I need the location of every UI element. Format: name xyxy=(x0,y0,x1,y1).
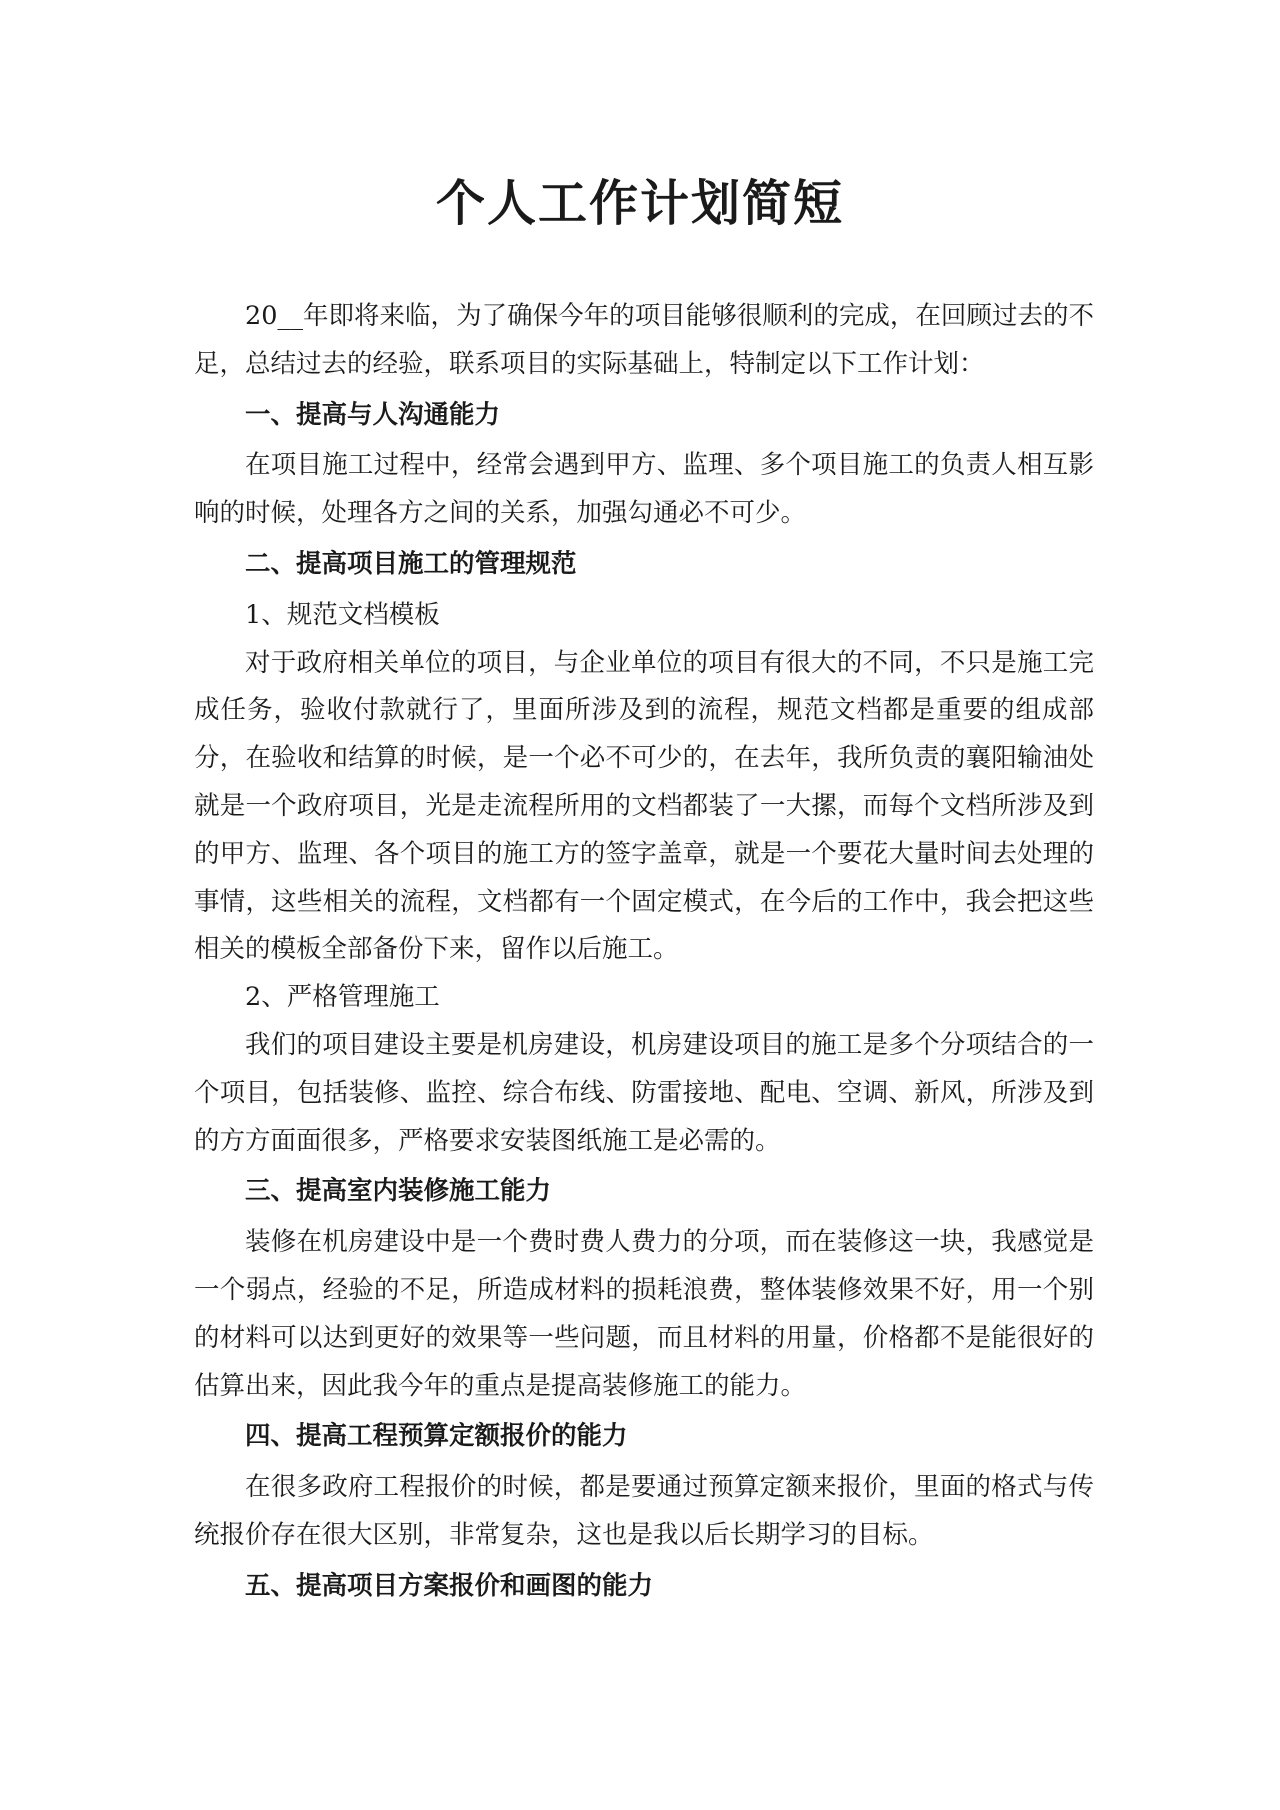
paragraph-construction: 我们的项目建设主要是机房建设，机房建设项目的施工是多个分项结合的一个项目，包括装修、监控、综合布线、防雷接地、配电、空调、新风，所涉及到的方方面面很多，严格要求安装图纸施工是必需的。 xyxy=(194,1029,1094,1156)
section-heading-4: 四、提高工程预算定额报价的能力 xyxy=(245,1421,628,1452)
document-body xyxy=(194,293,1094,1614)
paragraph-communication: 在项目施工过程中，经常会遇到甲方、监理、多个项目施工的负责人相互影响的时候，处理各方之间的关系，加强勾通必不可少。 xyxy=(194,450,1094,529)
paragraph-budget: 在很多政府工程报价的时候，都是要通过预算定额来报价，里面的格式与传统报价存在很大区别，非常复杂，这也是我以后长期学习的目标。 xyxy=(194,1472,1094,1550)
page-title: 个人工作计划简短 xyxy=(435,174,844,232)
paragraph-intro: 20__年即将来临，为了确保今年的项目能够很顺利的完成，在回顾过去的不足，总结过去的经验，联系项目的实际基础上，特制定以下工作计划： xyxy=(194,301,1094,379)
section-heading-3: 三、提高室内装修施工能力 xyxy=(245,1176,552,1207)
subheading-templates: 1、规范文档模板 xyxy=(245,599,440,630)
section-heading-1: 一、提高与人沟通能力 xyxy=(245,399,501,430)
subheading-construction: 2、严格管理施工 xyxy=(245,982,440,1013)
section-heading-5: 五、提高项目方案报价和画图的能力 xyxy=(245,1570,654,1601)
section-heading-2: 二、提高项目施工的管理规范 xyxy=(245,548,577,579)
paragraph-decoration: 装修在机房建设中是一个费时费人费力的分项，而在装修这一块，我感觉是一个弱点，经验的不足，所造成材料的损耗浪费，整体装修效果不好，用一个别的材料可以达到更好的效果等一些问题，而且材料的用量，价格都不是能很好的估算出来，因此我今年的重点是提高装修施工的能力。 xyxy=(194,1227,1094,1401)
paragraph-templates: 对于政府相关单位的项目，与企业单位的项目有很大的不同，不只是施工完成任务，验收付款就行了，里面所涉及到的流程，规范文档都是重要的组成部分，在验收和结算的时候，是一个必不可少的，在去年，我所负责的襄阳输油处就是一个政府项目，光是走流程所用的文档都装了一大摞，而每个文档所涉及到的甲方、监理、各个项目的施工方的签字盖章，就是一个要花大量时间去处理的事情，这些相关的流程，文档都有一个固定模式，在今后的工作中，我会把这些相关的模板全部备份下来，留作以后施工。 xyxy=(194,647,1094,965)
